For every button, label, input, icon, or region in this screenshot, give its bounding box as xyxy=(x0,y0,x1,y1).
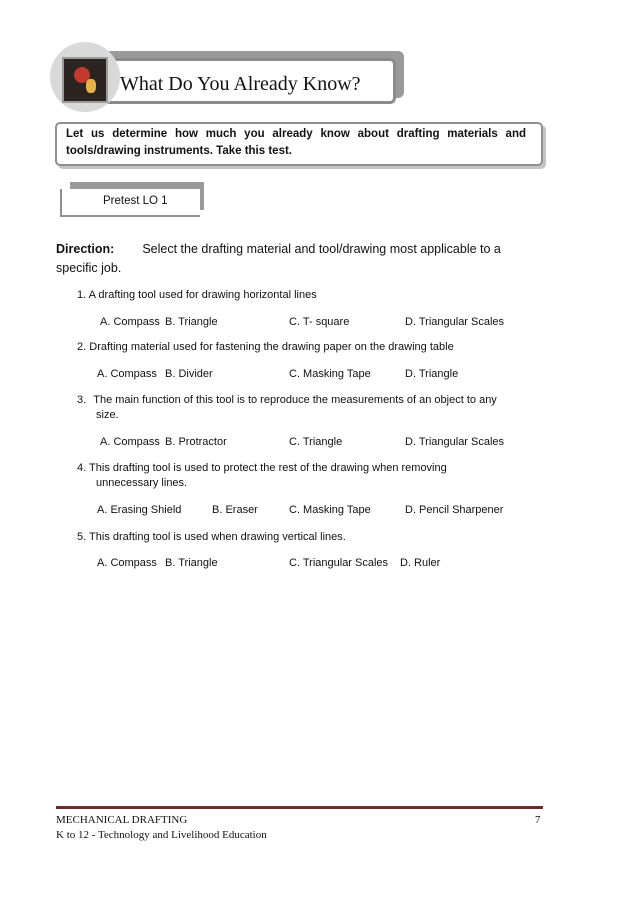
question-5 xyxy=(77,531,346,543)
pretest-label: Pretest LO 1 xyxy=(103,195,168,207)
page-number: 7 xyxy=(535,814,541,826)
question-number: 4. xyxy=(77,462,87,474)
direction-text: Select the drafting material and tool/drawing most applicable to a specific job. xyxy=(56,242,501,275)
q1-option-d[interactable]: D. Triangular Scales xyxy=(405,316,505,328)
question-text: A drafting tool used for drawing horizontal lines xyxy=(88,289,317,301)
footer-rule xyxy=(56,806,543,809)
photo-highlight xyxy=(86,79,96,93)
footer-program: K to 12 - Technology and Livelihood Education xyxy=(56,829,267,841)
direction-label: Direction: xyxy=(56,242,115,256)
q1-option-c[interactable]: C. T- square xyxy=(289,316,350,328)
q2-option-a[interactable]: A. Compass xyxy=(97,368,157,380)
question-text: This drafting tool is used when drawing vertical lines. xyxy=(89,531,346,543)
q4-option-b[interactable]: B. Eraser xyxy=(212,504,258,516)
question-number: 1. xyxy=(77,289,87,301)
q2-option-d[interactable]: D. Triangle xyxy=(405,368,459,380)
q4-option-a[interactable]: A. Erasing Shield xyxy=(97,504,182,516)
instruction-text: Let us determine how much you already know about drafting materials and tools/drawing instruments. Take this test. xyxy=(66,128,526,157)
question-text: The main function of this tool is to reproduce the measurements of an object to any xyxy=(93,394,497,406)
question-4 xyxy=(77,462,447,474)
question-number: 2. xyxy=(77,341,87,353)
question-text: This drafting tool is used to protect the rest of the drawing when removing xyxy=(89,462,447,474)
q2-option-b[interactable]: B. Divider xyxy=(165,368,213,380)
header-photo-icon xyxy=(62,57,108,103)
question-number: 5. xyxy=(77,531,87,543)
q2-option-c[interactable]: C. Masking Tape xyxy=(289,368,371,380)
question-number: 3. xyxy=(77,394,87,406)
direction-paragraph xyxy=(56,240,526,278)
question-text: Drafting material used for fastening the drawing paper on the drawing table xyxy=(89,341,454,353)
q4-option-d[interactable]: D. Pencil Sharpener xyxy=(405,504,504,516)
q5-option-a[interactable]: A. Compass xyxy=(97,557,157,569)
q5-option-b[interactable]: B. Triangle xyxy=(165,557,218,569)
q3-option-c[interactable]: C. Triangle xyxy=(289,436,343,448)
q4-option-c[interactable]: C. Masking Tape xyxy=(289,504,371,516)
page-title: What Do You Already Know? xyxy=(120,73,361,95)
question-3 xyxy=(77,394,497,406)
question-3-continued: size. xyxy=(96,409,119,421)
q1-option-a[interactable]: A. Compass xyxy=(100,316,160,328)
q3-option-d[interactable]: D. Triangular Scales xyxy=(405,436,505,448)
question-4-continued: unnecessary lines. xyxy=(96,477,188,489)
q1-option-b[interactable]: B. Triangle xyxy=(165,316,218,328)
footer-course: MECHANICAL DRAFTING xyxy=(56,814,188,826)
question-2 xyxy=(77,341,454,353)
q3-option-b[interactable]: B. Protractor xyxy=(165,436,227,448)
q5-option-d[interactable]: D. Ruler xyxy=(400,557,441,569)
q3-option-a[interactable]: A. Compass xyxy=(100,436,160,448)
question-1 xyxy=(77,289,317,301)
q5-option-c[interactable]: C. Triangular Scales xyxy=(289,557,389,569)
